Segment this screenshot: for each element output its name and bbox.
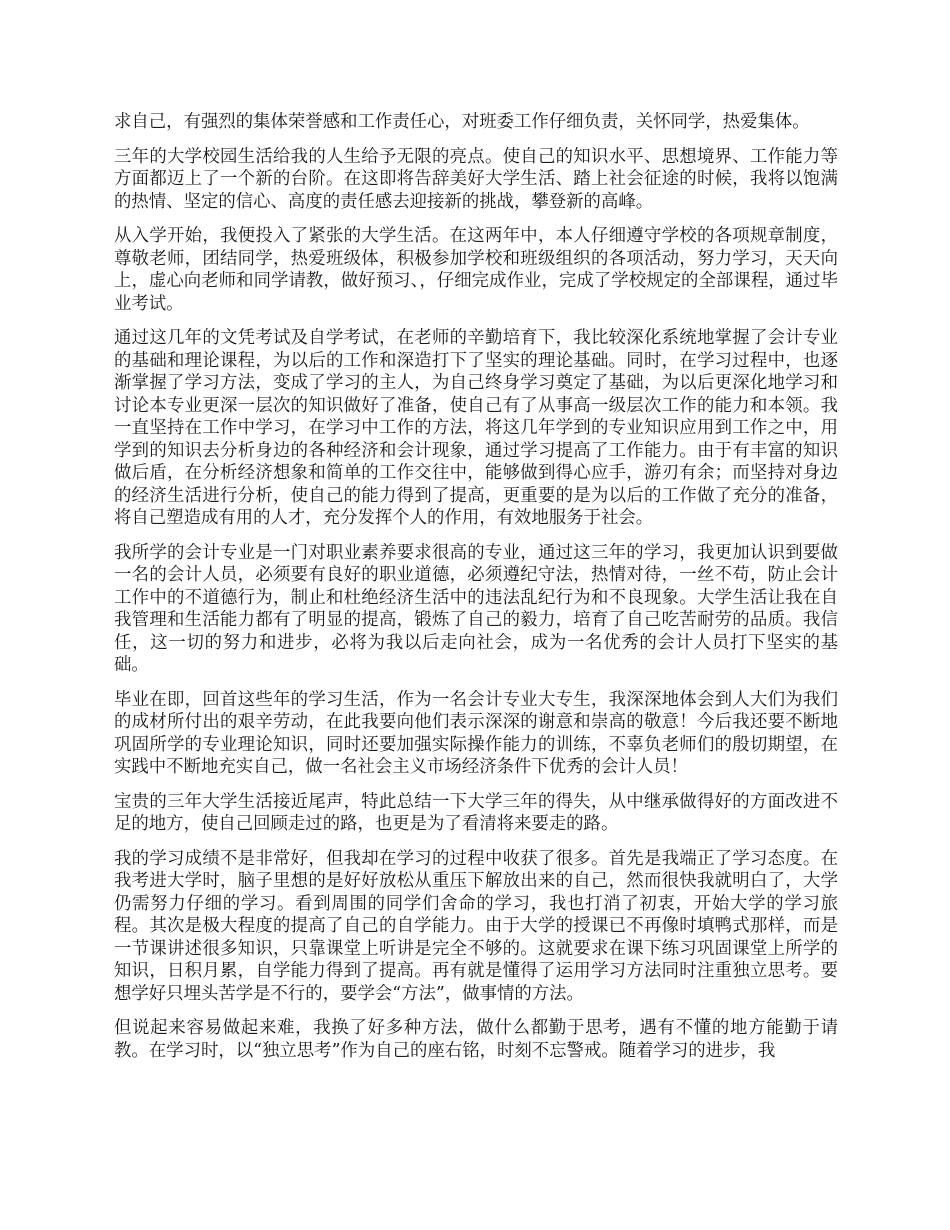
document-body [114, 111, 838, 1074]
paragraph-3: 从入学开始，我便投入了紧张的大学生活。在这两年中，本人仔细遵守学校的各项规章制度，尊敬老师，团结同学，热爱班级体，积极参加学校和班级组织的各项活动，努力学习，天天向上，虚心向老师和同学请教，做好预习、，仔细完成作业，完成了学校规定的全部课程，通过毕业考试。 [114, 226, 838, 314]
paragraph-1: 求自己，有强烈的集体荣誉感和工作责任心，对班委工作仔细负责，关怀同学，热爱集体。 [114, 112, 810, 132]
paragraph-4: 通过这几年的文凭考试及自学考试，在老师的辛勤培育下，我比较深化系统地掌握了会计专业的基础和理论课程，为以后的工作和深造打下了坚实的理论基础。同时，在学习过程中，也逐渐掌握了学习方法，变成了学习的主人，为自己终身学习奠定了基础，为以后更深化地学习和讨论本专业更深一层次的知识做好了准备，使自己有了从事高一级层次工作的能力和本领。我一直坚持在工作中学习，在学习中工作的方法，将这几年学到的专业知识应用到工作之中，用学到的知识去分析身边的各种经济和会计现象，通过学习提高了工作能力。由于有丰富的知识做后盾，在分析经济想象和简单的工作交往中，能够做到得心应手，游刃有余；而坚持对身边的经济生活进行分析，使自己的能力得到了提高，更重要的是为以后的工作做了充分的准备，将自己塑造成有用的人才，充分发挥个人的作用，有效地服务于社会。 [114, 328, 838, 528]
paragraph-9: 但说起来容易做起来难，我换了好多种方法，做什么都勤于思考，遇有不懂的地方能勤于请教。在学习时，以“独立思考”作为自己的座右铭，时刻不忘警戒。随着学习的进步，我 [114, 1018, 838, 1061]
paragraph-5: 我所学的会计专业是一门对职业素养要求很高的专业，通过这三年的学习，我更加认识到要做一名的会计人员，必须要有良好的职业道德，必须遵纪守法，热情对待，一丝不苟，防止会计工作中的不道德行为，制止和杜绝经济生活中的违法乱纪行为和不良现象。大学生活让我在自我管理和生活能力都有了明显的提高，锻炼了自己的毅力，培育了自己吃苦耐劳的品质。我信任，这一切的努力和进步，必将为我以后走向社会，成为一名优秀的会计人员打下坚实的基础。 [114, 542, 838, 675]
paragraph-6: 毕业在即，回首这些年的学习生活，作为一名会计专业大专生，我深深地体会到人大们为我们的成材所付出的艰辛劳动，在此我要向他们表示深深的谢意和崇高的敬意！今后我还要不断地巩固所学的专业理论知识，同时还要加强实际操作能力的训练，不辜负老师们的殷切期望，在实践中不断地充实自己，做一名社会主义市场经济条件下优秀的会计人员！ [114, 689, 838, 777]
paragraph-2: 三年的大学校园生活给我的人生给予无限的亮点。使自己的知识水平、思想境界、工作能力等方面都迈上了一个新的台阶。在这即将告辞美好大学生活、踏上社会征途的时候，我将以饱满的热情、坚定的信心、高度的责任感去迎接新的挑战，攀登新的高峰。 [114, 146, 838, 212]
paragraph-8: 我的学习成绩不是非常好，但我却在学习的过程中收获了很多。首先是我端正了学习态度。在我考进大学时，脑子里想的是好好放松从重压下解放出来的自己，然而很快我就明白了，大学仍需努力仔细的学习。看到周围的同学们舍命的学习，我也打消了初衷，开始大学的学习旅程。其次是极大程度的提高了自己的自学能力。由于大学的授课已不再像时填鸭式那样，而是一节课讲述很多知识，只靠课堂上听讲是完全不够的。这就要求在课下练习巩固课堂上所学的知识，日积月累，自学能力得到了提高。再有就是懂得了运用学习方法同时注重独立思考。要想学好只埋头苦学是不行的，要学会“方法”，做事情的方法。 [114, 848, 838, 1004]
paragraph-7: 宝贵的三年大学生活接近尾声，特此总结一下大学三年的得失，从中继承做得好的方面改进不足的地方，使自己回顾走过的路，也更是为了看清将来要走的路。 [114, 791, 838, 834]
